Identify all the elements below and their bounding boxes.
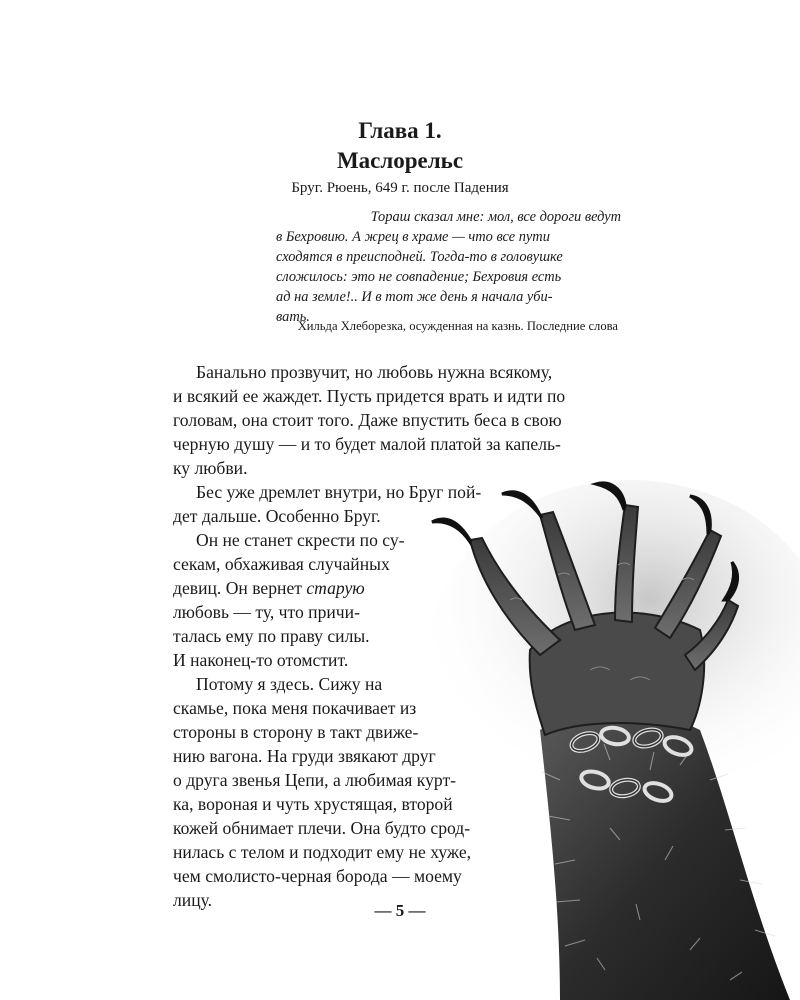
epigraph: [276, 207, 621, 327]
body-text-line: нилась с телом и подходит ему не хуже,: [173, 842, 472, 862]
body-text-line: о друга звенья Цепи, а любимая курт-: [173, 770, 456, 790]
epigraph-line: в Бехровию. А жрец в храме — что все пути: [276, 229, 550, 245]
body-text-line: дет дальше. Особенно Бруг.: [173, 506, 381, 526]
body-text-line: ку любви.: [173, 458, 248, 478]
clawed-hand-icon: [410, 480, 800, 1000]
body-text-line: стороны в сторону в такт движе-: [173, 722, 419, 742]
body-text-line: Бес уже дремлет внутри, но Бруг пой-: [196, 482, 482, 502]
body-text-line: и всякий ее жаждет. Пусть придется врать и идти по: [173, 386, 566, 406]
body-text-line: головам, она стоит того. Даже впустить беса в свою: [173, 410, 562, 430]
italic-word: старую: [306, 578, 365, 598]
body-text-line: чем смолисто-черная борода — моему: [173, 866, 462, 886]
body-text-line: черную душу — и то будет малой платой за капель-: [173, 434, 561, 454]
epigraph-line: сходятся в преисподней. Тогда-то в головушке: [276, 249, 563, 265]
body-text-line: И наконец-то отомстит.: [173, 650, 349, 670]
epigraph-line: ад на земле!.. И в тот же день я начала уби-: [276, 289, 553, 305]
epigraph-line: Тораш сказал мне: мол, все дороги ведут: [370, 209, 621, 225]
body-text-line: любовь — ту, что причи-: [173, 602, 360, 622]
page-number: — 5 —: [374, 901, 426, 920]
body-text-line: скамье, пока меня покачивает из: [173, 698, 417, 718]
epigraph-attribution: Хильда Хлеборезка, осужденная на казнь. Последние слова: [297, 319, 618, 333]
body-text-line: Банально прозвучит, но любовь нужна всякому,: [196, 362, 553, 382]
body-text-line: Он не станет скрести по су-: [196, 530, 405, 550]
body-text-line: секам, обхаживая случайных: [173, 554, 390, 574]
chapter-subtitle: Маслорельс: [336, 148, 464, 173]
body-text-line: нию вагона. На груди звякают друг: [173, 746, 436, 766]
chapter-place-date: Бруг. Рюень, 649 г. после Падения: [291, 180, 509, 196]
body-text-line: талась ему по праву силы.: [173, 626, 370, 646]
chapter-title: Глава 1.: [358, 118, 442, 143]
body-text-line: Потому я здесь. Сижу на: [196, 674, 383, 694]
body-text-line: девиц. Он вернет старую: [173, 578, 365, 598]
epigraph-line: сложилось: это не совпадение; Бехровия есть: [276, 269, 562, 285]
body-text-line: лицу.: [173, 890, 213, 910]
body-text-line: ка, вороная и чуть хрустящая, второй: [173, 794, 453, 814]
body-text-line: кожей обнимает плечи. Она будто срод-: [173, 818, 471, 838]
epigraph-line: вать.: [276, 309, 310, 325]
